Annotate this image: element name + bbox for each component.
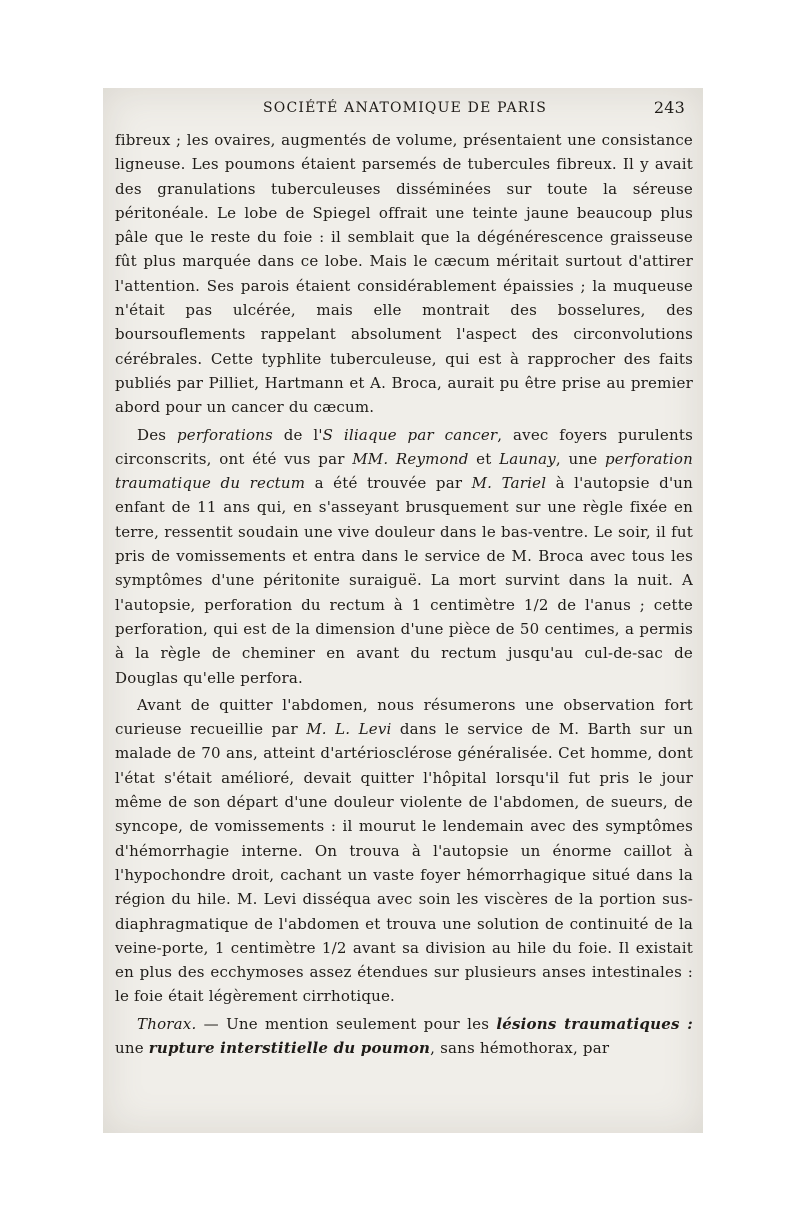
paragraph-4 bbox=[115, 1012, 693, 1061]
text-run: — Une mention seulement pour les bbox=[196, 1014, 497, 1033]
paragraph-2 bbox=[115, 423, 693, 690]
paragraph-1 bbox=[115, 128, 693, 420]
text-run: à l'autopsie d'un enfant de 11 ans qui, en s'asseyant brusquement sur une règle fixée en terre, ressentit soudain une vive douleur dans le bas-ventre. Le soir, il fut pris de vomissements et entra dans le service de M. Broca avec tous les symptômes d'une péritonite suraiguë. La mort survint dans la nuit. A l'autopsie, perforation du rectum à 1 centimètre 1/2 de l'anus ; cette perforation, qui est de la dimension d'une pièce de 50 centimes, a permis à la règle de cheminer en avant du rectum jusqu'au cul-de-sac de Douglas qu'elle perfora. bbox=[115, 474, 693, 687]
italic-run: perforation traumatique du rectum bbox=[115, 449, 693, 493]
author-name: M. Tariel bbox=[471, 474, 547, 493]
italic-run: S iliaque par cancer bbox=[322, 425, 498, 444]
text-run: Des bbox=[137, 425, 177, 444]
author-name: MM. Reymond bbox=[352, 449, 469, 468]
text-run: Avant de quitter l'abdomen, nous résumerons une observation fort curieuse recueillie par bbox=[115, 695, 693, 739]
page-header bbox=[115, 96, 693, 120]
running-title: SOCIÉTÉ ANATOMIQUE DE PARIS bbox=[263, 100, 548, 116]
text-run: , sans hémothorax, par bbox=[430, 1038, 610, 1057]
italic-run: perforations bbox=[176, 425, 273, 444]
author-name: Launay bbox=[499, 449, 556, 468]
text-run: , avec foyers purulents circonscrits, ont été vus par bbox=[115, 425, 693, 468]
document-page bbox=[103, 88, 703, 1133]
text-run: , une bbox=[555, 449, 605, 468]
author-name: M. L. Levi bbox=[306, 720, 392, 739]
text-run: a été trouvée par bbox=[305, 474, 472, 493]
paragraph-3 bbox=[115, 693, 693, 1009]
italic-run: lésions traumatiques : bbox=[496, 1014, 693, 1033]
page-number: 243 bbox=[653, 98, 685, 117]
text-run: une bbox=[115, 1038, 149, 1057]
page-content bbox=[115, 96, 693, 1063]
section-heading: Thorax. bbox=[137, 1014, 197, 1033]
text-run: et bbox=[468, 449, 500, 468]
text-run: dans le service de M. Barth sur un malade de 70 ans, atteint d'artériosclérose généralisée. Cet homme, dont l'état s'était amélioré, devait quitter l'hôpital lorsqu'il fut pris le jour même de son départ d'une douleur violente de l'abdomen, de sueurs, de syncope, de vomissements : il mourut le lendemain avec des symptômes d'hémorrhagie interne. On trouva à l'autopsie un énorme caillot à l'hypochondre droit, cachant un vaste foyer hémorrhagique situé dans la région du hile. M. Levi disséqua avec soin les viscères de la portion sus-diaphragmatique de l'abdomen et trouva une solution de continuité de la veine-porte, 1 centimètre 1/2 avant sa division au hile du foie. Il existait en plus des ecchymoses assez étendues sur plusieurs anses intestinales : le foie était légèrement cirrhotique. bbox=[115, 720, 693, 1006]
text-run: de l' bbox=[272, 425, 323, 444]
italic-run: rupture interstitielle du poumon bbox=[148, 1038, 431, 1057]
paragraph-1-text: fibreux ; les ovaires, augmentés de volume, présentaient une consistance ligneuse. Les poumons étaient parsemés de tubercules fibreux. Il y avait des granulations tuberculeuses disséminées sur toute la séreuse péritonéale. Le lobe de Spiegel offrait une teinte jaune beaucoup plus pâle que le reste du foie : il semblait que la dégénérescence graisseuse fût plus marquée dans ce lobe. Mais le cæcum méritait surtout d'attirer l'attention. Ses parois étaient considérablement épaissies ; la muqueuse n'était pas ulcérée, mais elle montrait des bosselures, des boursouflements rappelant absolument l'aspect des circonvolutions cérébrales. Cette typhlite tuberculeuse, qui est à rapprocher des faits publiés par Pilliet, Hartmann et A. Broca, aurait pu être prise au premier abord pour un cancer du cæcum. bbox=[115, 131, 693, 417]
